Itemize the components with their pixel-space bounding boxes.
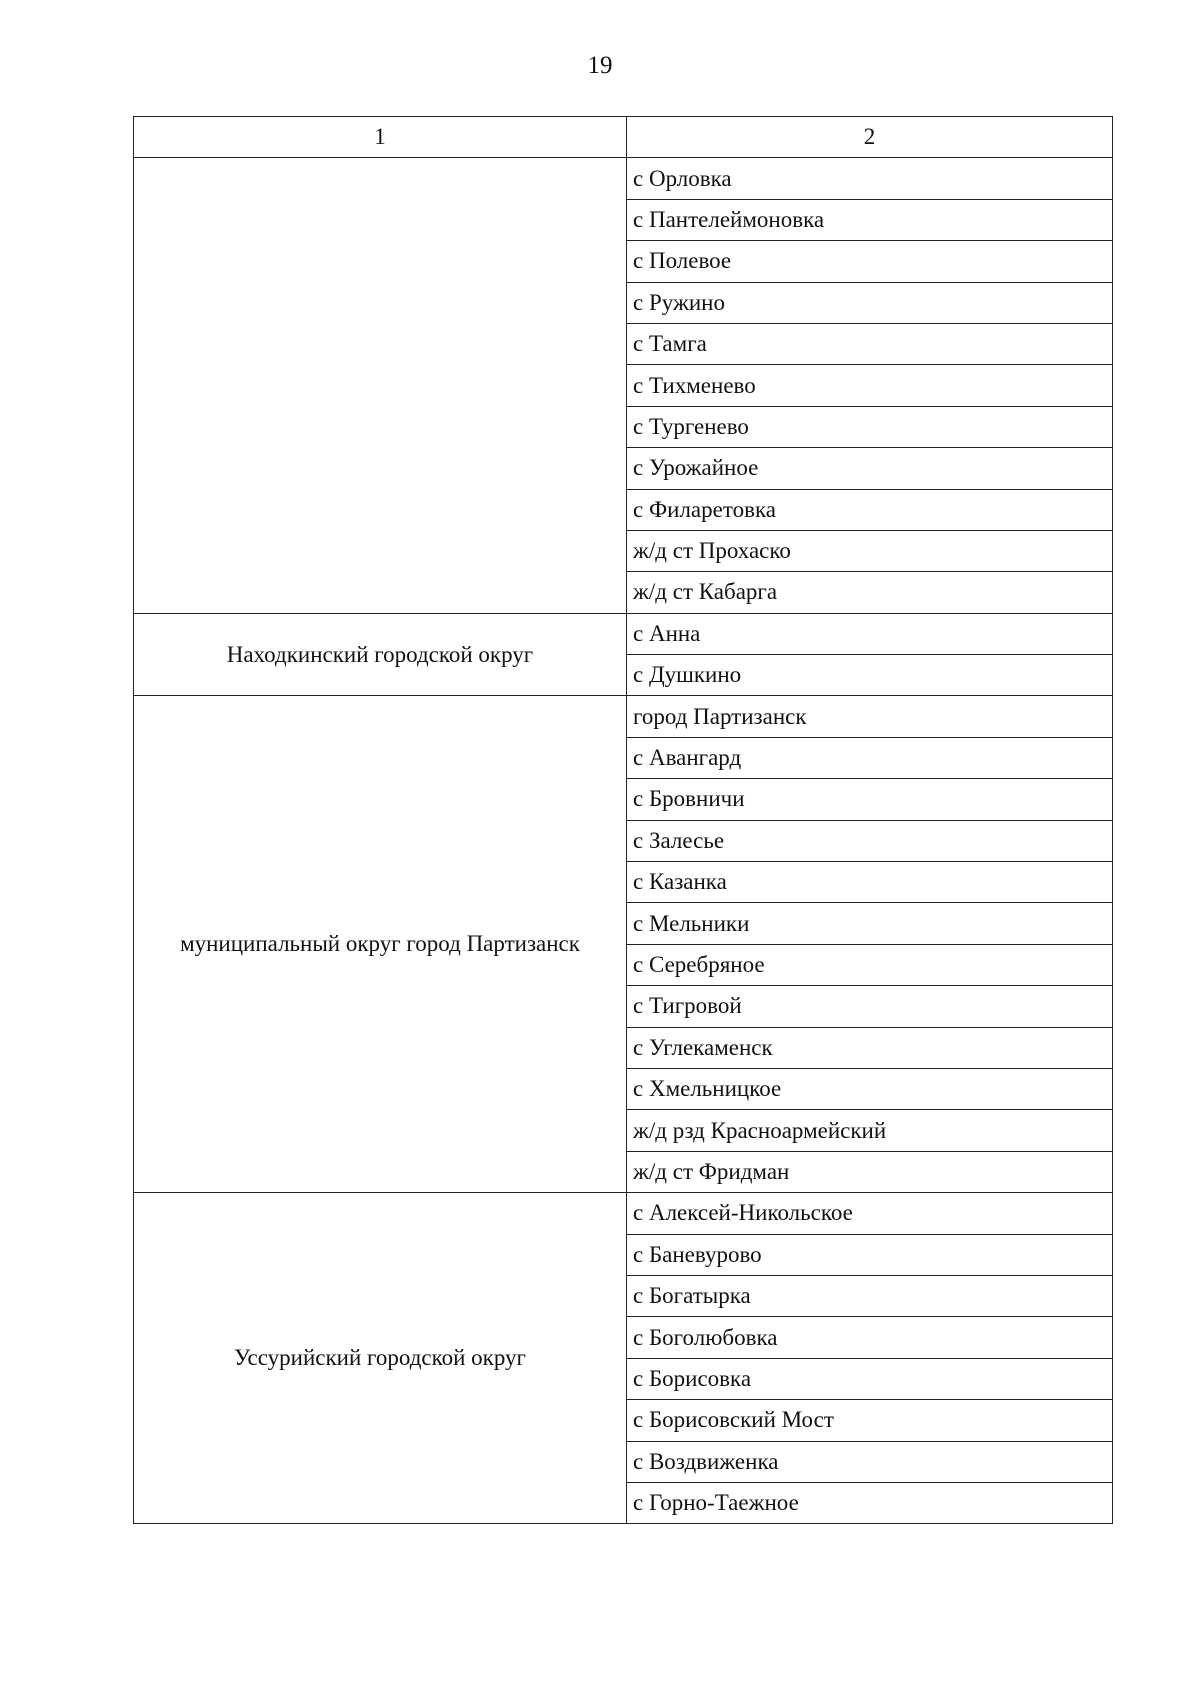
district-cell: Уссурийский городской округ: [134, 1193, 627, 1524]
settlement-cell: город Партизанск: [627, 696, 1113, 737]
district-cell: муниципальный округ город Партизанск: [134, 696, 627, 1193]
settlement-cell: ж/д рзд Красноармейский: [627, 1110, 1113, 1151]
settlement-cell: ж/д ст Фридман: [627, 1151, 1113, 1192]
settlement-cell: ж/д ст Кабарга: [627, 572, 1113, 613]
settlement-cell: с Бровничи: [627, 779, 1113, 820]
settlement-cell: с Борисовка: [627, 1358, 1113, 1399]
settlement-cell: с Казанка: [627, 862, 1113, 903]
settlement-cell: с Авангард: [627, 737, 1113, 778]
settlement-cell: ж/д ст Прохаско: [627, 530, 1113, 571]
settlement-cell: с Пантелеймоновка: [627, 199, 1113, 240]
settlement-cell: с Баневурово: [627, 1234, 1113, 1275]
district-cell: Находкинский городской округ: [134, 613, 627, 696]
settlement-cell: с Мельники: [627, 903, 1113, 944]
table-body: [134, 117, 1113, 1524]
settlement-cell: с Залесье: [627, 820, 1113, 861]
settlement-cell: с Полевое: [627, 241, 1113, 282]
settlement-cell: с Горно-Таежное: [627, 1482, 1113, 1523]
settlement-cell: с Тургенево: [627, 406, 1113, 447]
table-header-row: [134, 117, 1113, 158]
district-cell: [134, 158, 627, 613]
settlement-cell: с Орловка: [627, 158, 1113, 199]
column-header-1: 1: [134, 117, 627, 158]
settlement-cell: с Хмельницкое: [627, 1068, 1113, 1109]
settlement-cell: с Воздвиженка: [627, 1441, 1113, 1482]
settlement-cell: с Анна: [627, 613, 1113, 654]
table-row: [134, 613, 1113, 654]
settlement-cell: с Тигровой: [627, 986, 1113, 1027]
table-row: [134, 696, 1113, 737]
page-number: 19: [587, 52, 613, 79]
table-row: [134, 158, 1113, 199]
table-row: [134, 1193, 1113, 1234]
settlement-cell: с Урожайное: [627, 448, 1113, 489]
settlement-cell: с Богатырка: [627, 1275, 1113, 1316]
settlement-cell: с Душкино: [627, 655, 1113, 696]
settlements-table: [133, 116, 1113, 1524]
settlement-cell: с Тихменево: [627, 365, 1113, 406]
settlement-cell: с Филаретовка: [627, 489, 1113, 530]
settlement-cell: с Серебряное: [627, 944, 1113, 985]
settlement-cell: с Ружино: [627, 282, 1113, 323]
settlement-cell: с Боголюбовка: [627, 1317, 1113, 1358]
settlement-cell: с Алексей-Никольское: [627, 1193, 1113, 1234]
settlement-cell: с Углекаменск: [627, 1027, 1113, 1068]
settlement-cell: с Борисовский Мост: [627, 1400, 1113, 1441]
settlement-cell: с Тамга: [627, 323, 1113, 364]
column-header-2: 2: [627, 117, 1113, 158]
